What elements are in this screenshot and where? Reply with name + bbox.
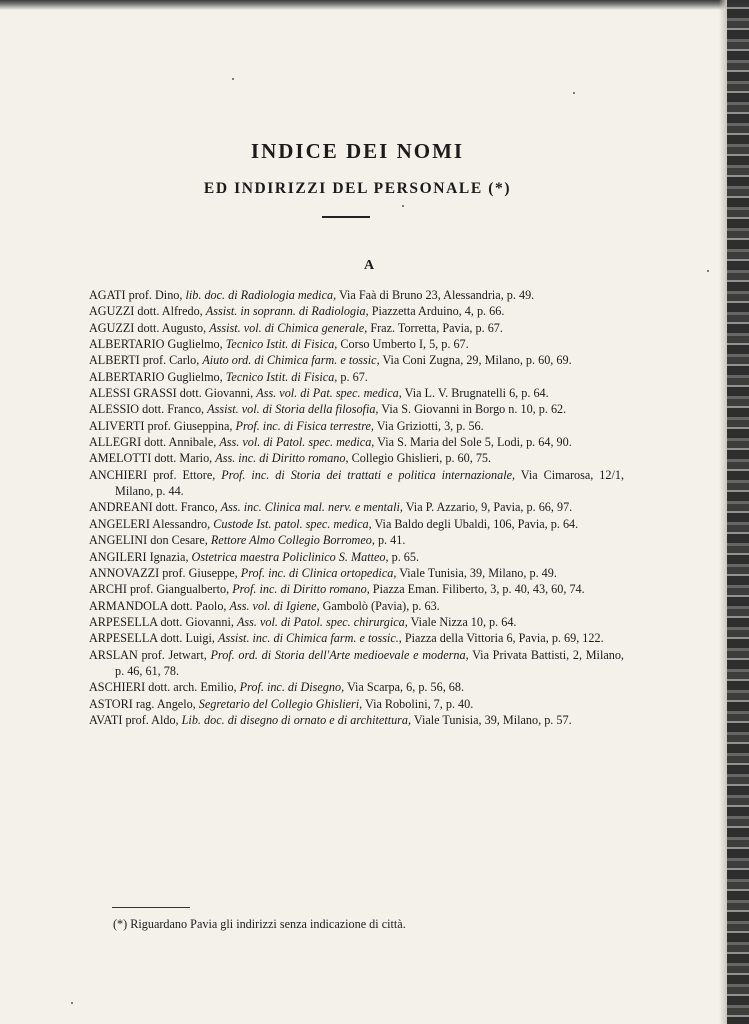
entry-role: Prof. inc. di Fisica terrestre, [235,418,374,433]
entry-role: Ass. vol. di Pat. spec. medica, [256,386,402,401]
index-entry [89,565,624,581]
entry-address-pages: Via Cimarosa, 12/1, Milano, p. 44. [115,467,624,499]
entry-address-pages: Via Coni Zugna, 29, Milano, p. 60, 69. [379,353,572,368]
entry-address-pages: Viale Nizza 10, p. 64. [407,614,517,629]
entry-name: ALBERTARIO Guglielmo, [89,337,226,352]
entry-name: ALBERTI prof. Carlo, [89,353,203,368]
entry-address-pages: Collegio Ghislieri, p. 60, 75. [348,451,492,466]
entry-name: ARPESELLA dott. Luigi, [89,631,218,646]
index-entry [89,287,624,303]
entry-address-pages: p. 41. [374,533,406,548]
entry-name: ANGELINI don Cesare, [89,533,211,548]
page-right-fade [719,0,727,1024]
entry-name: ARSLAN prof. Jetwart, [89,647,211,662]
page-top-shadow [0,0,749,10]
entry-role: Aiuto ord. di Chimica farm. e tossic, [202,353,380,368]
entry-address-pages: Gambolò (Pavia), p. 63. [319,598,440,613]
entry-role: Prof. inc. di Storia dei trattati e politica internazionale, [221,467,516,482]
title-rule [322,216,370,218]
index-entry [89,303,624,319]
section-letter: A [363,258,375,273]
index-entry [89,647,624,680]
entry-role: Tecnico Istit. di Fisica, [225,337,338,352]
entry-name: ANNOVAZZI prof. Giuseppe, [89,565,241,580]
entry-address-pages: Fraz. Torretta, Pavia, p. 67. [367,320,503,335]
entry-address-pages: Via Faà di Bruno 23, Alessandria, p. 49. [336,288,535,302]
index-entry [89,418,624,434]
page-subtitle: ED INDIRIZZI DEL PERSONALE (*) [203,180,512,197]
entry-role: Ass. inc. di Diritto romano, [215,451,349,466]
index-entry [89,516,624,532]
entry-role: Tecnico Istit. di Fisica, [225,369,338,384]
entry-address-pages: p. 67. [337,369,368,384]
entry-role: Assist. in soprann. di Radiologia, [205,304,369,319]
entry-name: ASTORI rag. Angelo, [89,696,199,711]
entry-address-pages: Piazza della Vittoria 6, Pavia, p. 69, 122. [401,631,604,646]
entry-role: Ass. inc. Clinica mal. nerv. e mentali, [220,500,403,515]
entry-role: Ass. vol. di Igiene, [229,598,320,613]
index-entry [89,434,624,450]
entry-role: Prof. inc. di Diritto romano, [232,582,370,597]
entry-role: Assist. inc. di Chimica farm. e tossic., [218,631,402,646]
entry-role: Prof. inc. di Clinica ortopedica, [240,565,397,580]
entry-address-pages: Via P. Azzario, 9, Pavia, p. 66, 97. [402,500,573,515]
index-entry [89,352,624,368]
index-entry [89,696,624,712]
entry-name: AGATI prof. Dino, [89,288,186,302]
entry-name: AGUZZI dott. Alfredo, [89,304,206,319]
entry-name: ANCHIERI prof. Ettore, [89,467,222,482]
entry-name: AVATI prof. Aldo, [89,712,182,727]
index-entry [89,598,624,614]
entry-name: ALIVERTI prof. Giuseppina, [89,418,236,433]
index-entry [89,467,624,500]
entry-name: ALESSIO dott. Franco, [89,402,208,417]
entry-name: ALBERTARIO Guglielmo, [89,369,226,384]
entry-address-pages: Viale Tunisia, 39, Milano, p. 49. [396,565,557,580]
page-binding-edge [727,0,749,1024]
entry-role: Lib. doc. di disegno di ornato e di architettura, [181,712,412,727]
index-entry [89,320,624,336]
entry-name: ASCHIERI dott. arch. Emilio, [89,680,240,695]
entry-name: AMELOTTI dott. Mario, [89,451,216,466]
print-speck [402,205,404,207]
entry-role: Segretario del Collegio Ghislieri, [198,696,363,711]
footnote-rule [112,907,190,908]
entry-address-pages: Via Baldo degli Ubaldi, 106, Pavia, p. 64. [371,516,579,531]
print-speck [573,92,575,94]
print-speck [71,1002,73,1004]
index-entry [89,532,624,548]
index-entry [89,336,624,352]
index-entry [89,499,624,515]
entry-address-pages: Via S. Giovanni in Borgo n. 10, p. 62. [378,402,567,417]
entry-address-pages: Piazzetta Arduino, 4, p. 66. [368,304,505,319]
entry-address-pages: Via Scarpa, 6, p. 56, 68. [344,680,465,695]
entry-role: Prof. ord. di Storia dell'Arte medioevale e moderna, [210,647,469,662]
entry-address-pages: Piazza Eman. Filiberto, 3, p. 40, 43, 60, 74. [369,582,585,597]
index-entry [89,450,624,466]
print-speck [232,78,234,80]
entry-name: ARMANDOLA dott. Paolo, [89,598,230,613]
entry-address-pages: Via Privata Battisti, 2, Milano, p. 46, 61, 78. [115,647,624,678]
entry-role: Ass. vol. di Patol. spec. chirurgica, [236,614,408,629]
entry-name: ARCHI prof. Giangualberto, [89,582,233,597]
entry-name: ALESSI GRASSI dott. Giovanni, [89,386,257,401]
entry-address-pages: Via Robolini, 7, p. 40. [362,696,474,711]
entry-name: ARPESELLA dott. Giovanni, [89,614,237,629]
entry-name: AGUZZI dott. Augusto, [89,320,210,335]
entry-address-pages: Viale Tunisia, 39, Milano, p. 57. [411,712,572,727]
entry-role: Custode Ist. patol. spec. medica, [213,516,372,531]
entry-address-pages: Via Griziotti, 3, p. 56. [373,418,484,433]
index-entry [89,581,624,597]
index-entry [89,614,624,630]
entry-role: Rettore Almo Collegio Borromeo, [210,533,375,548]
entry-address-pages: Corso Umberto I, 5, p. 67. [337,337,469,352]
entry-name: ANGELERI Alessandro, [89,516,214,531]
entry-name: ANDREANI dott. Franco, [89,500,221,515]
entry-role: lib. doc. di Radiologia medica, [185,288,337,302]
index-entry [89,369,624,385]
footnote: (*) Riguardano Pavia gli indirizzi senza indicazione di città. [113,917,406,931]
name-index-list [89,287,624,728]
entry-role: Assist. vol. di Chimica generale, [209,320,368,335]
index-entry [89,679,624,695]
entry-role: Assist. vol. di Storia della filosofia, [207,402,379,417]
entry-role: Ass. vol. di Patol. spec. medica, [219,435,375,450]
entry-role: Ostetrica maestra Policlinico S. Matteo, [191,549,389,564]
index-entry [89,385,624,401]
index-entry [89,401,624,417]
entry-address-pages: Via S. Maria del Sole 5, Lodi, p. 64, 90. [374,435,572,450]
entry-address-pages: Via L. V. Brugnatelli 6, p. 64. [401,386,549,401]
index-entry [89,630,624,646]
index-entry [89,549,624,565]
entry-address-pages: p. 65. [388,549,420,564]
index-entry [89,712,624,728]
page-title: INDICE DEI NOMI [250,139,465,163]
entry-role: Prof. inc. di Disegno, [239,680,345,695]
entry-name: ANGILERI Ignazia, [89,549,192,564]
entry-name: ALLEGRI dott. Annibale, [89,435,220,450]
